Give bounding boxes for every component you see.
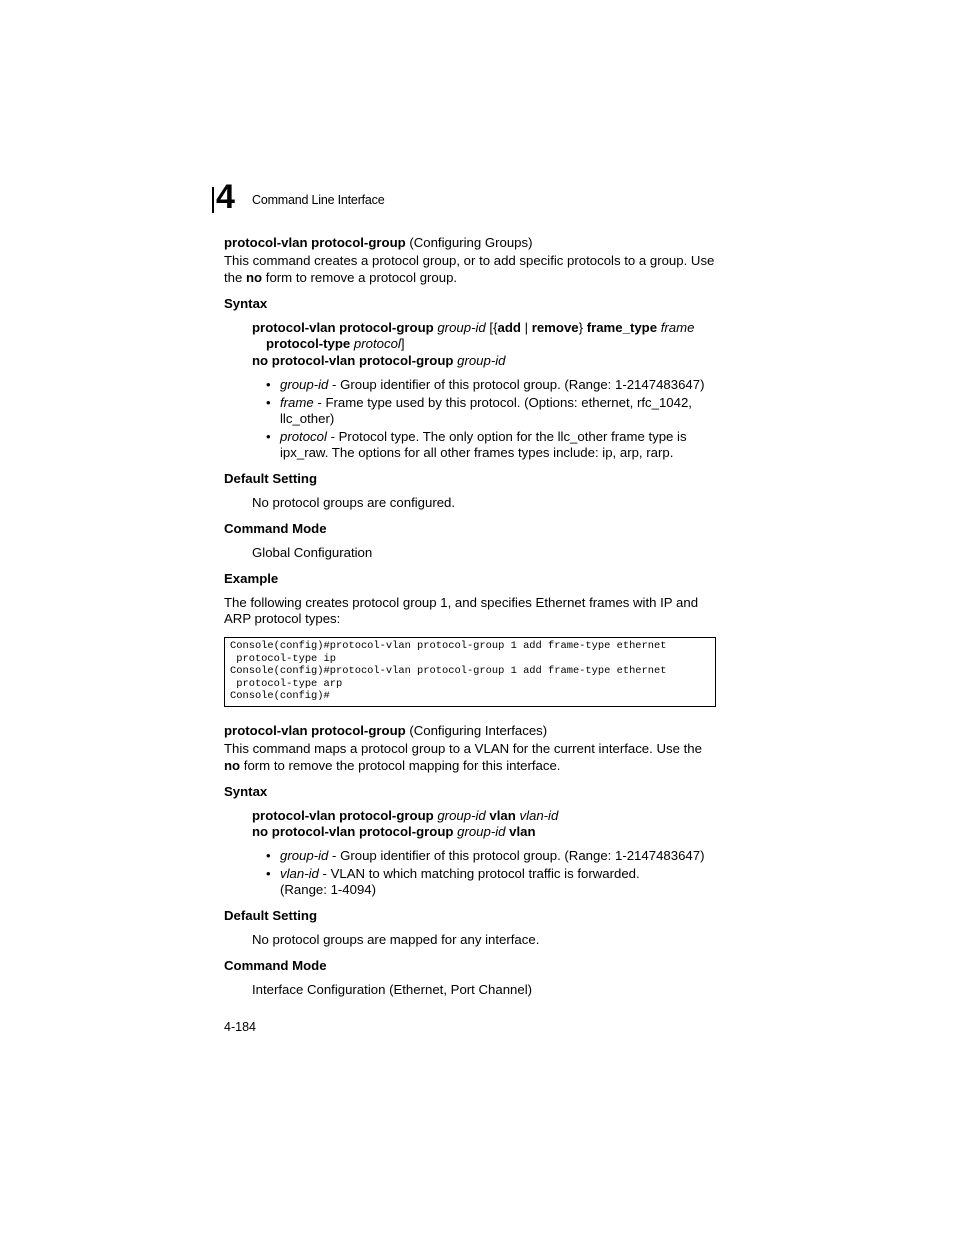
section2-title-cmd: protocol-vlan protocol-group (224, 723, 406, 738)
section2-title (224, 722, 547, 739)
syntax-punct: } (578, 320, 587, 335)
section1-bullet-group-id (280, 376, 704, 393)
section1-bullet-protocol-cont: ipx_raw. The options for all other frames types include: ip, arp, rarp. (280, 445, 674, 460)
section1-mode-heading: Command Mode (224, 521, 327, 536)
page-number: 4-184 (224, 1020, 256, 1034)
section1-title-cmd: protocol-vlan protocol-group (224, 235, 406, 250)
syntax-param: vlan-id (515, 808, 559, 823)
section1-syntax-heading: Syntax (224, 296, 268, 311)
desc-text: the (224, 270, 246, 285)
section1-desc-line2 (224, 269, 457, 286)
section2-mode-heading: Command Mode (224, 958, 327, 973)
section1-bullet-frame (280, 394, 692, 411)
section2-syntax-heading: Syntax (224, 784, 268, 799)
syntax-param: group-id (433, 320, 486, 335)
bullet-term: protocol (280, 429, 327, 444)
bullet-text: - VLAN to which matching protocol traffic is forwarded. (318, 866, 640, 881)
code-line: Console(config)# (230, 690, 330, 702)
syntax-param: group-id (433, 808, 486, 823)
syntax-cmd: protocol-vlan protocol-group (252, 320, 434, 335)
bullet-text: - Frame type used by this protocol. (Options: ethernet, rfc_1042, (313, 395, 692, 410)
bullet-text: - Group identifier of this protocol group. (Range: 1-2147483647) (328, 848, 705, 863)
section1-title (224, 234, 533, 251)
bullet-term: frame (280, 395, 314, 410)
syntax-cmd: protocol-vlan protocol-group (252, 808, 434, 823)
section2-syntax-line2 (252, 823, 536, 840)
code-example-box (224, 637, 716, 707)
section1-example-line1: The following creates protocol group 1, and specifies Ethernet frames with IP and (224, 595, 699, 610)
section1-syntax-line3 (252, 352, 506, 369)
section1-example-line2: ARP protocol types: (224, 611, 341, 626)
section2-bullet-vlan-id-cont: (Range: 1-4094) (280, 882, 377, 897)
section1-syntax-line2 (266, 335, 405, 352)
section2-default-text: No protocol groups are mapped for any interface. (252, 932, 540, 947)
code-line: protocol-type arp (230, 678, 343, 690)
section2-syntax-line1 (252, 807, 558, 824)
desc-text: form to remove a protocol group. (262, 270, 458, 285)
syntax-keyword: remove (531, 320, 579, 335)
code-line: protocol-type ip (230, 653, 337, 665)
syntax-keyword: add (497, 320, 521, 335)
syntax-keyword: frame_type (586, 320, 658, 335)
syntax-cmd: no protocol-vlan protocol-group (252, 353, 454, 368)
desc-text: form to remove the protocol mapping for this interface. (240, 758, 561, 773)
bullet-text: - Group identifier of this protocol group. (Range: 1-2147483647) (328, 377, 705, 392)
section1-mode-text: Global Configuration (252, 545, 373, 560)
section2-bullet-group-id (280, 847, 704, 864)
chapter-number-badge (212, 178, 242, 216)
syntax-punct: [{ (485, 320, 498, 335)
section1-example-heading: Example (224, 571, 279, 586)
section2-desc-line2 (224, 757, 560, 774)
section1-bullet-frame-cont: llc_other) (280, 411, 335, 426)
chapter-title: Command Line Interface (252, 193, 385, 207)
section1-default-text: No protocol groups are configured. (252, 495, 456, 510)
bullet-text: - Protocol type. The only option for the llc_other frame type is (326, 429, 687, 444)
section2-title-suffix: (Configuring Interfaces) (405, 723, 548, 738)
section2-mode-text: Interface Configuration (Ethernet, Port Channel) (252, 982, 533, 997)
syntax-punct: ] (400, 336, 405, 351)
syntax-param: group-id (453, 824, 506, 839)
syntax-param: protocol (350, 336, 401, 351)
bullet-term: group-id (280, 848, 329, 863)
section2-desc-line1: This command maps a protocol group to a VLAN for the current interface. Use the (224, 741, 702, 756)
section1-title-suffix: (Configuring Groups) (405, 235, 533, 250)
section1-default-heading: Default Setting (224, 471, 318, 486)
section2-default-heading: Default Setting (224, 908, 318, 923)
chapter-number: 4 (216, 178, 235, 216)
syntax-param: group-id (453, 353, 506, 368)
section1-syntax-line1 (252, 319, 694, 336)
syntax-keyword: protocol-type (266, 336, 351, 351)
syntax-keyword: vlan (505, 824, 536, 839)
bullet-term: vlan-id (280, 866, 319, 881)
syntax-keyword: vlan (485, 808, 516, 823)
syntax-punct: | (520, 320, 532, 335)
section1-bullet-protocol (280, 428, 687, 445)
section2-bullet-vlan-id (280, 865, 640, 882)
syntax-cmd: no protocol-vlan protocol-group (252, 824, 454, 839)
section1-desc-line1: This command creates a protocol group, or to add specific protocols to a group. Use (224, 253, 715, 268)
code-line: Console(config)#protocol-vlan protocol-group 1 add frame-type ethernet (230, 665, 667, 677)
bullet-term: group-id (280, 377, 329, 392)
desc-keyword: no (246, 270, 263, 285)
code-line: Console(config)#protocol-vlan protocol-group 1 add frame-type ethernet (230, 640, 667, 652)
desc-keyword: no (224, 758, 241, 773)
syntax-param: frame (657, 320, 695, 335)
